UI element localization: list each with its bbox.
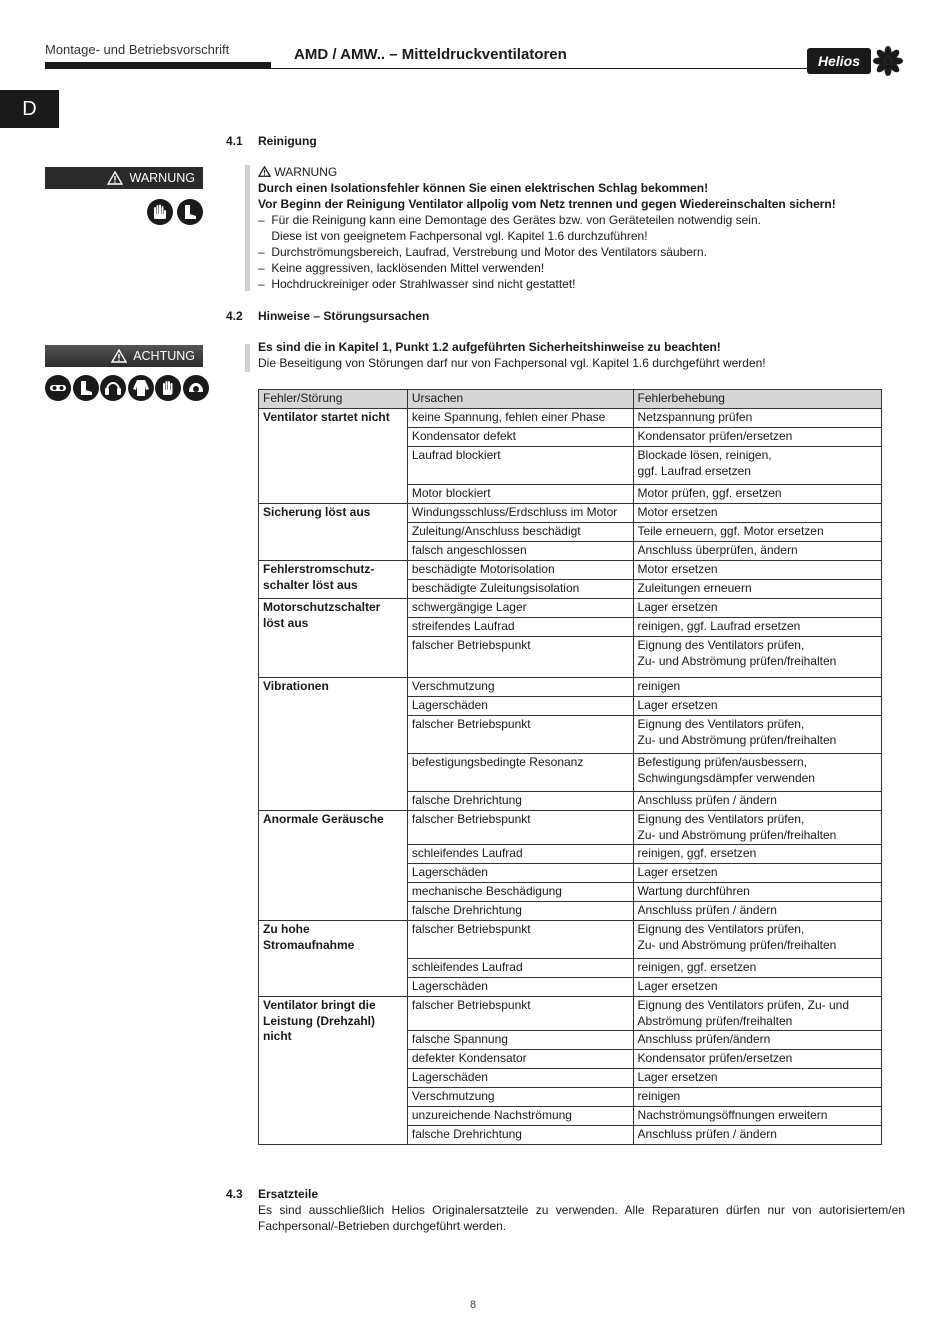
safety-goggles-icon [45,375,71,401]
language-tab: D [0,90,59,128]
remedy-cell: Eignung des Ventilators prüfen, Zu- und Abströmung prüfen/freihalten [633,921,881,959]
cause-cell: Verschmutzung [407,1088,633,1107]
column-header: Ursachen [407,390,633,409]
fault-cell: Zu hohe Stromaufnahme [259,921,408,997]
remedy-cell: Eignung des Ventilators prüfen, Zu- und Abströmung prüfen/freihalten [633,637,881,678]
remedy-cell: Lager ersetzen [633,697,881,716]
fan-icon [873,45,903,77]
cause-cell: Kondensator defekt [407,428,633,447]
cause-cell: keine Spannung, fehlen einer Phase [407,409,633,428]
head-protection-icon [183,375,209,401]
fault-cell: Anormale Geräusche [259,811,408,921]
section-title: Reinigung [258,134,317,148]
section-title: Ersatzteile [258,1187,319,1201]
cause-cell: Lagerschäden [407,1069,633,1088]
warning-badge-label: WARNUNG [129,171,195,185]
cause-cell: falscher Betriebspunkt [407,716,633,754]
gloves-icon [147,199,173,225]
warning-triangle-icon [107,171,123,185]
caution-text: Die Beseitigung von Störungen darf nur von Fachpersonal vgl. Kapitel 1.6 durchgeführt werden! [258,356,766,370]
warning-line: Vor Beginn der Reinigung Ventilator allpolig vom Netz trennen und gegen Wiedereinschalten sichern! [258,197,836,211]
helios-logo [807,45,903,77]
safety-boots-icon [177,199,203,225]
table-row [259,811,882,845]
list-item: Diese ist von geeignetem Fachpersonal vgl. Kapitel 1.6 durchzuführen! [258,229,648,243]
page-title: AMD / AMW.. – Mitteldruckventilatoren [294,46,567,63]
fault-cell: Sicherung löst aus [259,504,408,561]
table-row [259,504,882,523]
fault-cell: Vibrationen [259,678,408,811]
caution-line: Es sind die in Kapitel 1, Punkt 1.2 aufgeführten Sicherheitshinweise zu beachten! [258,340,721,354]
warning-heading: WARNUNG [258,164,836,180]
remedy-cell: Wartung durchführen [633,883,881,902]
remedy-cell: Lager ersetzen [633,864,881,883]
table-row [259,921,882,959]
logo-wordmark: Helios [807,48,871,74]
warning-side-bar [245,165,250,291]
remedy-cell: Anschluss prüfen / ändern [633,792,881,811]
remedy-cell: Lager ersetzen [633,978,881,997]
cause-cell: falscher Betriebspunkt [407,997,633,1031]
table-row [259,599,882,618]
remedy-cell: Anschluss überprüfen, ändern [633,542,881,561]
cause-cell: Laufrad blockiert [407,447,633,485]
remedy-cell: Kondensator prüfen/ersetzen [633,1050,881,1069]
list-item: – Durchströmungsbereich, Laufrad, Verstrebung und Motor des Ventilators säubern. [258,245,707,259]
cause-cell: beschädigte Motorisolation [407,561,633,580]
cause-cell: Verschmutzung [407,678,633,697]
list-item: – Hochdruckreiniger oder Strahlwasser sind nicht gestattet! [258,277,576,291]
cause-cell: Lagerschäden [407,978,633,997]
cause-cell: schleifendes Laufrad [407,959,633,978]
caution-badge [45,345,203,367]
cause-cell: falscher Betriebspunkt [407,811,633,845]
fault-cell: Fehlerstromschutz- schalter löst aus [259,561,408,599]
remedy-cell: Teile erneuern, ggf. Motor ersetzen [633,523,881,542]
table-row [259,997,882,1031]
fault-cell: Motorschutzschalter löst aus [259,599,408,678]
cause-cell: Zuleitung/Anschluss beschädigt [407,523,633,542]
cause-cell: befestigungsbedingte Resonanz [407,754,633,792]
page-number: 8 [470,1299,477,1311]
caution-badge-label: ACHTUNG [133,349,195,363]
cause-cell: falsche Drehrichtung [407,792,633,811]
section-number: 4.2 [226,309,243,323]
remedy-cell: Lager ersetzen [633,599,881,618]
cause-cell: unzureichende Nachströmung [407,1107,633,1126]
remedy-cell: Befestigung prüfen/ausbessern, Schwingungsdämpfer verwenden [633,754,881,792]
column-header: Fehler/Störung [259,390,408,409]
cause-cell: falsche Drehrichtung [407,902,633,921]
remedy-cell: Kondensator prüfen/ersetzen [633,428,881,447]
table-row [259,678,882,697]
warning-line: Durch einen Isolationsfehler können Sie einen elektrischen Schlag bekommen! [258,181,709,195]
remedy-cell: reinigen, ggf. Laufrad ersetzen [633,618,881,637]
gloves-icon [155,375,181,401]
remedy-cell: Lager ersetzen [633,1069,881,1088]
remedy-cell: reinigen, ggf. ersetzen [633,845,881,864]
section-number: 4.1 [226,134,243,148]
cause-cell: defekter Kondensator [407,1050,633,1069]
protective-clothing-icon [128,375,154,401]
doc-type-label: Montage- und Betriebsvorschrift [45,42,230,57]
cause-cell: Motor blockiert [407,485,633,504]
cause-cell: falsche Drehrichtung [407,1126,633,1145]
warning-block [258,164,836,292]
remedy-cell: Nachströmungsöffnungen erweitern [633,1107,881,1126]
table-row [259,561,882,580]
section-title: Hinweise – Störungsursachen [258,309,430,323]
caution-block [258,339,766,371]
cause-cell: streifendes Laufrad [407,618,633,637]
warning-triangle-icon [258,166,271,177]
caution-side-bar [245,344,250,372]
remedy-cell: Motor ersetzen [633,504,881,523]
remedy-cell: reinigen [633,1088,881,1107]
troubleshooting-table [258,389,882,1145]
cause-cell: Lagerschäden [407,864,633,883]
remedy-cell: Eignung des Ventilators prüfen, Zu- und Abströmung prüfen/freihalten [633,811,881,845]
remedy-cell: Eignung des Ventilators prüfen, Zu- und Abströmung prüfen/freihalten [633,716,881,754]
list-item: – Für die Reinigung kann eine Demontage des Gerätes bzw. von Geräteteilen notwendig sein. [258,213,761,227]
remedy-cell: Anschluss prüfen/ändern [633,1031,881,1050]
ppe-icons-maintenance [45,375,209,401]
column-header: Fehlerbehebung [633,390,881,409]
cause-cell: mechanische Beschädigung [407,883,633,902]
cause-cell: Lagerschäden [407,697,633,716]
cause-cell: Windungsschluss/Erdschluss im Motor [407,504,633,523]
remedy-cell: Eignung des Ventilators prüfen, Zu- und Abströmung prüfen/freihalten [633,997,881,1031]
remedy-cell: reinigen, ggf. ersetzen [633,959,881,978]
cause-cell: beschädigte Zuleitungsisolation [407,580,633,599]
warning-badge [45,167,203,189]
fault-cell: Ventilator bringt die Leistung (Drehzahl) nicht [259,997,408,1145]
remedy-cell: Motor ersetzen [633,561,881,580]
cause-cell: schleifendes Laufrad [407,845,633,864]
cause-cell: falsch angeschlossen [407,542,633,561]
ear-protection-icon [100,375,126,401]
cause-cell: falsche Spannung [407,1031,633,1050]
remedy-cell: reinigen [633,678,881,697]
spare-parts-text: Es sind ausschließlich Helios Originalersatzteile zu verwenden. Alle Reparaturen dürfen nur von autorisiertem/en Fachpersonal/-Betrieben durchgeführt werden. [258,1203,905,1233]
header-rule [271,68,809,69]
list-item: – Keine aggressiven, lacklösenden Mittel verwenden! [258,261,545,275]
remedy-cell: Netzspannung prüfen [633,409,881,428]
safety-boots-icon [73,375,99,401]
table-row [259,409,882,428]
fault-cell: Ventilator startet nicht [259,409,408,504]
remedy-cell: Motor prüfen, ggf. ersetzen [633,485,881,504]
cause-cell: falscher Betriebspunkt [407,921,633,959]
cause-cell: falscher Betriebspunkt [407,637,633,678]
table-body [259,409,882,1145]
header-bar [45,62,271,69]
ppe-icons-cleaning [147,199,203,230]
remedy-cell: Zuleitungen erneuern [633,580,881,599]
section-number: 4.3 [226,1187,243,1201]
remedy-cell: Anschluss prüfen / ändern [633,1126,881,1145]
warning-triangle-icon [111,349,127,363]
remedy-cell: Anschluss prüfen / ändern [633,902,881,921]
cause-cell: schwergängige Lager [407,599,633,618]
remedy-cell: Blockade lösen, reinigen, ggf. Laufrad ersetzen [633,447,881,485]
